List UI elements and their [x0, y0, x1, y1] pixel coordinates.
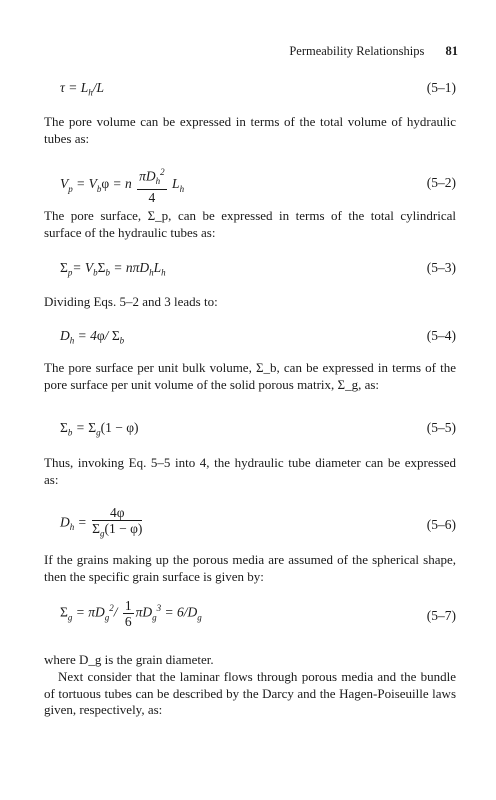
equation-number: (5–4): [426, 328, 456, 343]
paragraph: Thus, invoking Eq. 5–5 into 4, the hydraulic tube diameter can be expressed as:: [44, 455, 456, 487]
paragraph: The pore surface per unit bulk volume, Σ_b, can be expressed in terms of the pore surface per unit volume of the solid porous matrix, Σ_g, as:: [44, 360, 456, 392]
equation-expression: $D_h = 4\varphi/$ $\Sigma_b$: [60, 328, 125, 346]
paragraph: The pore volume can be expressed in terms of the total volume of hydraulic tubes as:: [44, 114, 456, 146]
equation-number: (5–3): [426, 260, 456, 275]
equation-5-6: [60, 505, 456, 541]
equation-5-5: [60, 420, 456, 440]
equation-number: (5–2): [426, 175, 456, 190]
equation-5-3: [60, 260, 456, 280]
equation-5-2: [60, 165, 456, 206]
equation-expression: $V_p = V_b\varphi = n$ $\frac{\pi D_h^2}{4}$ $L_h$: [60, 167, 185, 206]
paragraph: If the grains making up the porous media are assumed of the spherical shape, then the specific grain surface is given by:: [44, 552, 456, 584]
paragraph: The pore surface, Σ_p, can be expressed in terms of the total cylindrical surface of the hydraulic tubes as:: [44, 208, 456, 240]
equation-expression: $\Sigma_p= V_b\Sigma_b = n\pi D_hL_h$: [60, 260, 166, 278]
equation-5-1: [60, 80, 456, 100]
equation-expression: $\Sigma_g = \pi D_g^2/$ $\frac{1}{6}$ $\pi D_g^3 = 6/D_g$: [60, 598, 202, 629]
equation-number: (5–1): [426, 80, 456, 95]
paragraph: Dividing Eqs. 5–2 and 3 leads to:: [44, 294, 218, 309]
equation-expression: $\tau = L_h/L$: [60, 80, 104, 98]
equation-number: (5–5): [426, 420, 456, 435]
paragraph: where D_g is the grain diameter.: [44, 652, 214, 667]
page-number: 81: [445, 44, 458, 58]
equation-number: (5–7): [426, 608, 456, 623]
equation-number: (5–6): [426, 517, 456, 532]
equation-expression: $D_h$ = $\frac{4\varphi}{\Sigma_g(1 - \varphi)}$: [60, 505, 143, 539]
equation-expression: $\Sigma_b = \Sigma_g(1 - \varphi)$: [60, 420, 139, 438]
equation-5-4: [60, 328, 456, 348]
page-header: [289, 44, 458, 59]
running-title: Permeability Relationships: [289, 44, 425, 58]
equation-5-7: [60, 598, 456, 634]
paragraph: Next consider that the laminar flows through porous media and the bundle of tortuous tubes can be described by the Darcy and the Hagen-Poiseuille laws given, respectively, as:: [44, 669, 456, 717]
